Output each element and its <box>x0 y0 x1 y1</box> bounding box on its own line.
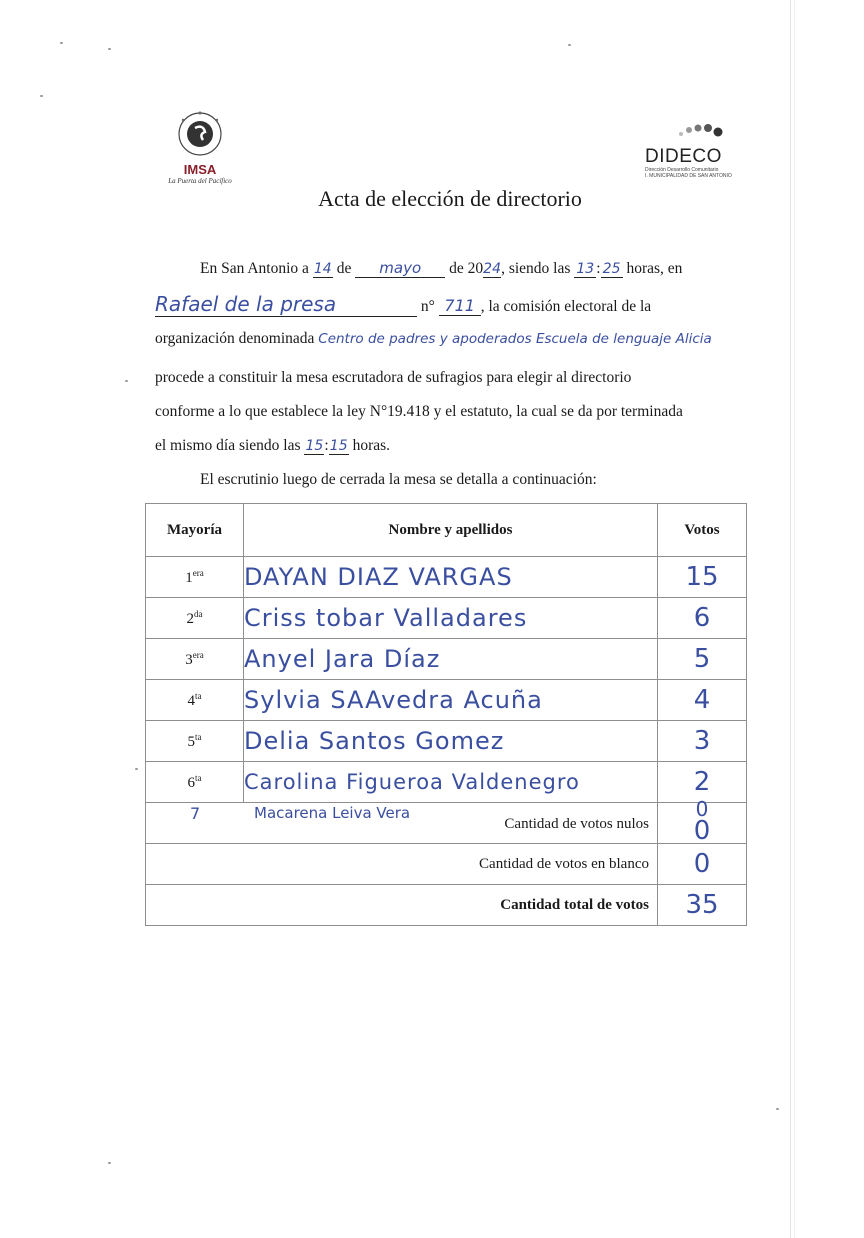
candidate-name: Carolina Figueroa Valdenegro <box>244 762 658 803</box>
rank-number: 4 <box>187 692 195 709</box>
street-number-field: 711 <box>439 296 481 316</box>
scan-speck <box>568 44 571 46</box>
scan-speck <box>135 768 138 770</box>
para-line-4: procede a constituir la mesa escrutadora de sufragios para elegir al directorio <box>155 369 632 386</box>
scan-speck <box>108 1162 111 1164</box>
candidate-votes: 15 <box>658 557 747 598</box>
rank-number: 3 <box>185 651 193 668</box>
table-header-row <box>146 504 747 557</box>
scan-speck <box>60 42 63 44</box>
text: horas, en <box>626 260 683 277</box>
candidate-votes: 6 <box>658 598 747 639</box>
document-title: Acta de elección de directorio <box>318 186 582 211</box>
organization-field: Centro de padres y apoderados Escuela de lenguaje Alicia <box>318 331 712 347</box>
header-name: Nombre y apellidos <box>244 504 658 557</box>
candidate-name: Delia Santos Gomez <box>244 721 658 762</box>
para-line-3 <box>155 330 712 348</box>
text: n° <box>420 298 435 315</box>
rank-cell <box>146 557 244 598</box>
imsa-motto: La Puerta del Pacífico <box>168 177 232 185</box>
rank-number: 6 <box>187 774 195 791</box>
scan-speck <box>125 380 128 382</box>
scan-speck <box>40 95 43 97</box>
extra-rank: 7 <box>190 804 201 823</box>
blank-votes-count: 0 <box>658 844 747 885</box>
results-table <box>145 503 747 926</box>
text: organización denominada <box>155 330 315 347</box>
text: , la comisión electoral de la <box>480 298 652 315</box>
candidate-name: Sylvia SAAvedra Acuña <box>244 680 658 721</box>
header-rank: Mayoría <box>146 504 244 557</box>
blank-votes-label: Cantidad de votos en blanco <box>146 844 658 885</box>
dots-icon <box>645 120 745 142</box>
imsa-logo <box>155 110 245 185</box>
scan-speck <box>108 48 111 50</box>
end-hour-field: 15 <box>305 438 324 454</box>
year-field: 24 <box>483 261 501 277</box>
text: , siendo las <box>501 260 571 277</box>
para-line-6: el mismo día siendo las 15:15 horas. <box>155 437 391 454</box>
rank-suffix: era <box>192 649 204 660</box>
dideco-logo <box>645 120 745 182</box>
dideco-acronym: DIDECO <box>645 146 722 167</box>
start-hour-field: 13 <box>574 261 596 278</box>
table-row <box>146 762 747 803</box>
candidate-name: DAYAN DIAZ VARGAS <box>244 557 658 598</box>
total-votes-label: Cantidad total de votos <box>146 885 658 926</box>
rank-suffix: da <box>194 608 203 619</box>
table-row <box>146 721 747 762</box>
rank-number: 2 <box>186 610 194 627</box>
header-votes: Votos <box>658 504 747 557</box>
para-line-5: conforme a lo que establece la ley N°19.418 y el estatuto, la cual se da por terminada <box>155 403 683 420</box>
rank-suffix: ta <box>195 772 202 783</box>
rank-suffix: ta <box>195 690 202 701</box>
start-minute-field: 25 <box>601 261 623 278</box>
rank-cell <box>146 598 244 639</box>
rank-cell <box>146 762 244 803</box>
dideco-line1: Dirección Desarrollo Comunitario <box>645 167 719 173</box>
rank-suffix: ta <box>195 731 202 742</box>
rank-suffix: era <box>192 567 204 578</box>
text: En San Antonio a <box>200 260 309 277</box>
total-votes-count: 35 <box>658 885 747 926</box>
para-line-1 <box>200 259 682 278</box>
text: de 20 <box>449 260 484 277</box>
rank-number: 1 <box>185 569 193 586</box>
candidate-votes: 2 <box>658 762 747 803</box>
text: horas. <box>352 437 391 454</box>
null-votes-count: 0 <box>693 816 711 846</box>
table-row <box>146 598 747 639</box>
dideco-line2: I. MUNICIPALIDAD DE SAN ANTONIO <box>645 173 732 179</box>
day-field: 14 <box>313 261 332 277</box>
candidate-votes: 3 <box>658 721 747 762</box>
table-row <box>146 639 747 680</box>
scan-speck <box>776 1108 779 1110</box>
total-votes-row <box>146 885 747 926</box>
month-field: mayo <box>355 259 445 278</box>
text: de <box>336 260 352 277</box>
scrutiny-intro: El escrutinio luego de cerrada la mesa se detalla a continuación: <box>200 471 597 488</box>
para-line-2 <box>155 292 651 317</box>
rank-number: 5 <box>187 733 195 750</box>
street-field: Rafael de la presa <box>155 292 417 317</box>
candidate-votes: 5 <box>658 639 747 680</box>
end-minute-field: 15 <box>329 438 348 454</box>
text: : <box>596 260 601 277</box>
extra-candidate-votes: 0 <box>695 797 709 821</box>
rank-cell <box>146 721 244 762</box>
null-votes-row <box>146 803 747 844</box>
rank-cell <box>146 680 244 721</box>
imsa-acronym: IMSA <box>183 162 217 177</box>
table-row <box>146 557 747 598</box>
text: el mismo día siendo las <box>155 437 301 454</box>
null-votes-label: Cantidad de votos nulos <box>504 816 649 832</box>
null-votes-value <box>658 797 747 846</box>
candidate-name: Criss tobar Valladares <box>244 598 658 639</box>
rank-cell <box>146 639 244 680</box>
municipal-seal-icon <box>155 110 245 158</box>
null-votes-cell <box>146 803 658 844</box>
extra-candidate-name: Macarena Leiva Vera <box>254 804 411 822</box>
blank-votes-row <box>146 844 747 885</box>
candidate-name: Anyel Jara Díaz <box>244 639 658 680</box>
table-row <box>146 680 747 721</box>
candidate-votes: 4 <box>658 680 747 721</box>
